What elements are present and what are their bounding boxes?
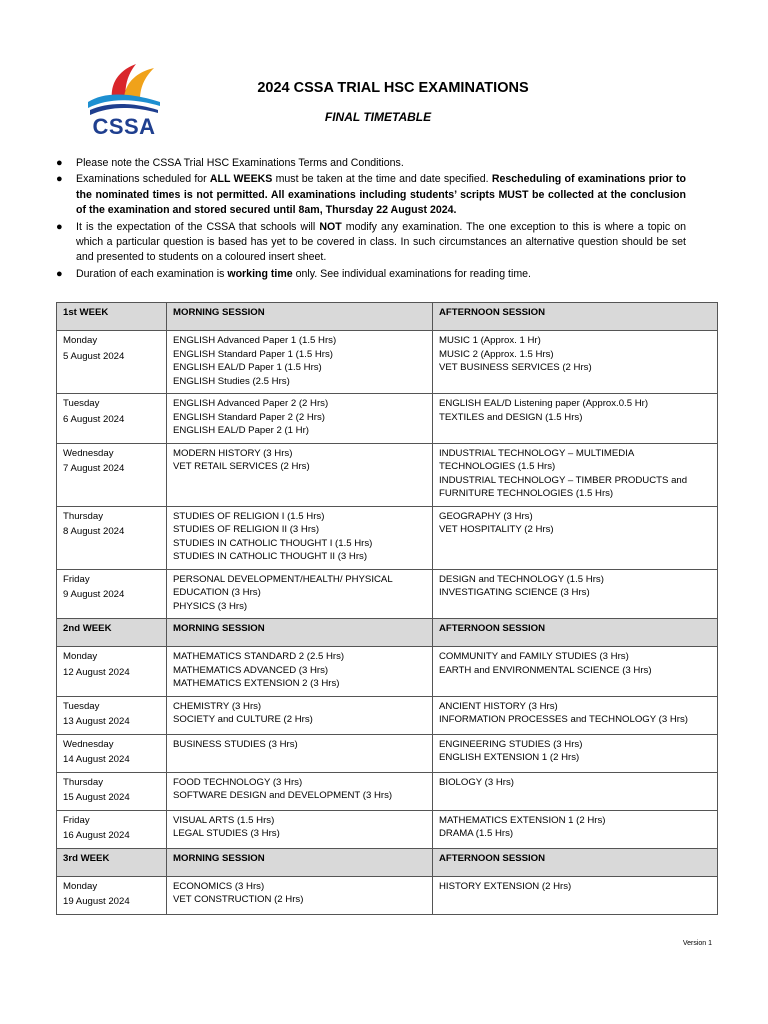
exam-entry: ENGLISH EXTENSION 1 (2 Hrs) [439,752,580,763]
day-cell [57,696,167,734]
table-row [57,876,718,914]
cssa-logo-mark-icon [84,62,164,116]
exam-entry: VET CONSTRUCTION (2 Hrs) [173,894,304,905]
bullet-icon: ● [56,267,63,280]
exam-entry: DRAMA (1.5 Hrs) [439,828,514,839]
day-date: 19 August 2024 [63,896,130,907]
exam-entry: VET RETAIL SERVICES (2 Hrs) [173,461,310,472]
exam-entry: ANCIENT HISTORY (3 Hrs) [439,700,558,712]
exam-entry: CHEMISTRY (3 Hrs) [173,700,262,712]
morning-session-header: MORNING SESSION [167,303,433,331]
table-row [57,569,718,619]
exam-entry: HISTORY EXTENSION (2 Hrs) [439,880,572,892]
day-name: Monday [63,335,98,346]
exam-entry: MATHEMATICS EXTENSION 1 (2 Hrs) [439,814,606,826]
exam-entry: MUSIC 2 (Approx. 1.5 Hrs) [439,348,554,360]
day-name: Friday [63,573,90,585]
exam-entry: GEOGRAPHY (3 Hrs) [439,510,533,522]
day-date: 6 August 2024 [63,413,125,425]
note-item [56,220,686,266]
exam-entry: INDUSTRIAL TECHNOLOGY – MULTIMEDIA TECHNOLOGIES (1.5 Hrs) [439,447,634,472]
table-row [57,394,718,444]
day-cell [57,647,167,697]
exam-entry: PHYSICS (3 Hrs) [173,600,248,612]
day-cell [57,394,167,444]
page-subtitle: FINAL TIMETABLE [324,110,432,124]
afternoon-exams-cell [433,394,718,444]
table-row [57,647,718,697]
day-cell [57,443,167,506]
day-name: Thursday [63,776,103,788]
exam-entry: INFORMATION PROCESSES and TECHNOLOGY (3 Hrs) [439,714,688,725]
note-text: ALL WEEKS [209,173,273,186]
day-name: Monday [63,880,98,892]
exam-entry: EARTH and ENVIRONMENTAL SCIENCE (3 Hrs) [439,664,652,676]
afternoon-session-header: AFTERNOON SESSION [433,848,718,876]
week-label: 2nd WEEK [57,619,167,647]
day-date: 14 August 2024 [63,754,130,765]
exam-entry: MUSIC 1 (Approx. 1 Hr) [439,335,541,346]
note-text: working time [227,267,293,280]
day-date: 8 August 2024 [63,526,125,537]
exam-entry: STUDIES OF RELIGION II (3 Hrs) [173,524,320,535]
table-row [57,506,718,569]
table-row [57,331,718,394]
exam-entry: STUDIES OF RELIGION I (1.5 Hrs) [173,510,325,522]
note-text: Rescheduling of examinations prior to the nominated times is not permitted. All examinations including students’ scripts MUST be collected at the conclusion of the examination and stored secured until 8am, Thursday 22 August 2024. [76,173,686,217]
morning-exams-cell [167,647,433,697]
afternoon-exams-cell [433,696,718,734]
exam-entry: FOOD TECHNOLOGY (3 Hrs) [173,776,303,788]
morning-exams-cell [167,876,433,914]
table-row [57,443,718,506]
notes-list [56,156,686,283]
exam-entry: TEXTILES and DESIGN (1.5 Hrs) [439,411,583,423]
afternoon-exams-cell [433,569,718,619]
day-name: Wednesday [63,447,114,459]
day-cell [57,331,167,394]
week-label: 1st WEEK [57,303,167,331]
bullet-icon: ● [56,220,63,233]
note-item [56,267,686,282]
afternoon-exams-cell [433,506,718,569]
afternoon-exams-cell [433,331,718,394]
afternoon-exams-cell [433,647,718,697]
afternoon-exams-cell [433,810,718,848]
exam-entry: ENGLISH Studies (2.5 Hrs) [173,375,290,387]
exam-entry: PERSONAL DEVELOPMENT/HEALTH/ PHYSICAL EDUCATION (3 Hrs) [173,573,393,598]
day-name: Tuesday [63,700,100,712]
day-date: 15 August 2024 [63,792,130,803]
day-name: Thursday [63,510,103,522]
exam-entry: SOCIETY and CULTURE (2 Hrs) [173,714,313,725]
morning-session-header: MORNING SESSION [167,848,433,876]
day-date: 9 August 2024 [63,589,125,600]
morning-exams-cell [167,443,433,506]
exam-entry: ENGINEERING STUDIES (3 Hrs) [439,738,583,750]
bullet-icon: ● [56,157,63,169]
morning-exams-cell [167,506,433,569]
exam-entry: DESIGN and TECHNOLOGY (1.5 Hrs) [439,573,604,585]
day-cell [57,734,167,772]
exam-entry: SOFTWARE DESIGN and DEVELOPMENT (3 Hrs) [173,790,393,801]
exam-entry: MATHEMATICS EXTENSION 2 (3 Hrs) [173,678,340,689]
table-row [57,696,718,734]
week-header-row [57,619,718,647]
exam-entry: LEGAL STUDIES (3 Hrs) [173,828,280,839]
logo-text: CSSA [92,114,156,139]
day-name: Monday [63,651,98,662]
note-item [56,172,686,218]
day-cell [57,772,167,810]
table-row [57,772,718,810]
exam-entry: ENGLISH Standard Paper 2 (2 Hrs) [173,411,325,423]
exam-entry: MODERN HISTORY (3 Hrs) [173,447,293,459]
exam-entry: BIOLOGY (3 Hrs) [439,776,514,788]
exam-entry: ENGLISH Standard Paper 1 (1.5 Hrs) [173,348,333,360]
exam-entry: ENGLISH Advanced Paper 1 (1.5 Hrs) [173,335,337,346]
day-cell [57,876,167,914]
day-name: Friday [63,814,90,826]
note-text: modify any examination. The one exception to this is where a topic on which a particular question is based has yet to be covered in class. In such circumstances an alternative question should be set and presented to students on a coloured insert sheet. [76,220,686,264]
exam-entry: INDUSTRIAL TECHNOLOGY – TIMBER PRODUCTS and FURNITURE TECHNOLOGIES (1.5 Hrs) [439,474,688,499]
note-text: Examinations scheduled for [76,173,210,186]
exam-entry: ENGLISH EAL/D Listening paper (Approx.0.5 Hr) [439,398,649,409]
exam-entry: VET BUSINESS SERVICES (2 Hrs) [439,362,592,373]
day-cell [57,569,167,619]
exam-entry: STUDIES IN CATHOLIC THOUGHT I (1.5 Hrs) [173,537,373,549]
note-text: only. See individual examinations for reading time. [292,267,531,280]
note-text: must be taken at the time and date specified. [272,173,492,186]
note-text: NOT [319,220,342,233]
week-header-row [57,303,718,331]
timetable [56,302,718,915]
afternoon-exams-cell [433,772,718,810]
morning-session-header: MORNING SESSION [167,619,433,647]
afternoon-session-header: AFTERNOON SESSION [433,619,718,647]
exam-entry: INVESTIGATING SCIENCE (3 Hrs) [439,587,590,598]
afternoon-exams-cell [433,734,718,772]
morning-exams-cell [167,331,433,394]
page-title: 2024 CSSA TRIAL HSC EXAMINATIONS [257,80,529,96]
day-date: 5 August 2024 [63,350,125,362]
morning-exams-cell [167,772,433,810]
exam-entry: STUDIES IN CATHOLIC THOUGHT II (3 Hrs) [173,551,368,562]
day-cell [57,506,167,569]
afternoon-exams-cell [433,443,718,506]
day-date: 16 August 2024 [63,830,130,841]
day-date: 7 August 2024 [63,463,125,474]
cssa-logo [84,62,164,138]
note-text: Duration of each examination is [76,267,228,280]
exam-entry: ENGLISH EAL/D Paper 2 (1 Hr) [173,425,309,436]
exam-entry: ECONOMICS (3 Hrs) [173,880,265,892]
note-text: It is the expectation of the CSSA that schools will [76,220,320,233]
exam-entry: VISUAL ARTS (1.5 Hrs) [173,814,275,826]
morning-exams-cell [167,394,433,444]
exam-entry: COMMUNITY and FAMILY STUDIES (3 Hrs) [439,651,629,662]
table-row [57,810,718,848]
afternoon-session-header: AFTERNOON SESSION [433,303,718,331]
day-name: Tuesday [63,398,100,409]
table-row [57,734,718,772]
bullet-icon: ● [56,173,63,186]
morning-exams-cell [167,696,433,734]
exam-entry: ENGLISH Advanced Paper 2 (2 Hrs) [173,398,329,409]
day-cell [57,810,167,848]
note-text: Please note the CSSA Trial HSC Examinations Terms and Conditions. [76,157,404,169]
exam-entry: MATHEMATICS STANDARD 2 (2.5 Hrs) [173,651,345,662]
afternoon-exams-cell [433,876,718,914]
exam-entry: MATHEMATICS ADVANCED (3 Hrs) [173,664,329,676]
morning-exams-cell [167,569,433,619]
day-date: 12 August 2024 [63,666,130,678]
day-date: 13 August 2024 [63,716,130,727]
exam-entry: BUSINESS STUDIES (3 Hrs) [173,738,298,750]
exam-entry: ENGLISH EAL/D Paper 1 (1.5 Hrs) [173,362,322,373]
week-header-row [57,848,718,876]
morning-exams-cell [167,734,433,772]
week-label: 3rd WEEK [57,848,167,876]
version-label: Version 1 [682,940,712,947]
exam-entry: VET HOSPITALITY (2 Hrs) [439,524,554,535]
note-item [56,156,686,171]
morning-exams-cell [167,810,433,848]
day-name: Wednesday [63,738,114,750]
